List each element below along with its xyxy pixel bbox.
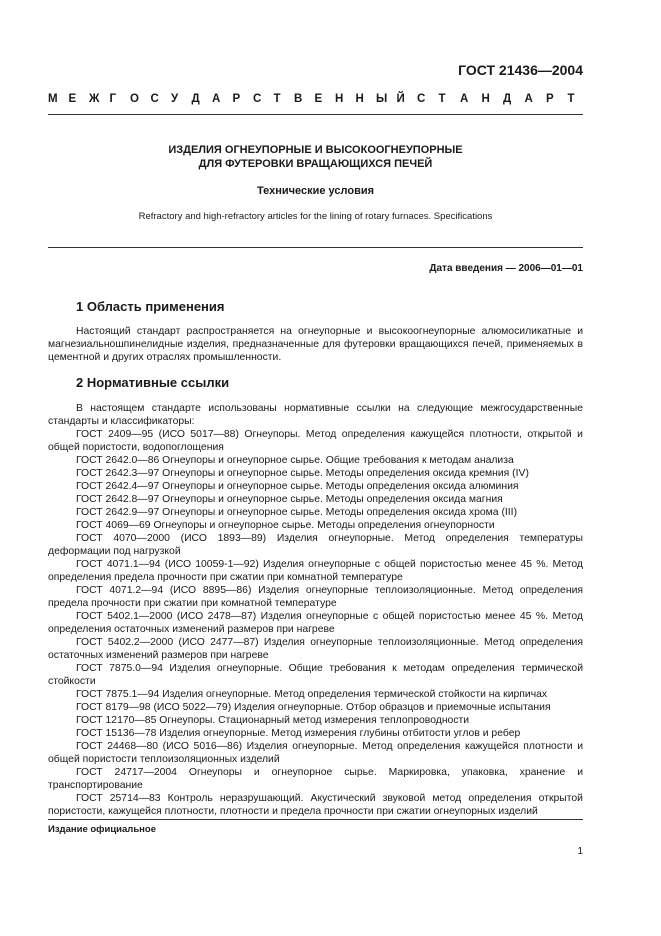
reference-item: ГОСТ 2642.4—97 Огнеупоры и огнеупорное сырье. Методы определения оксида алюминия xyxy=(76,481,519,492)
document-code: ГОСТ 21436—2004 xyxy=(458,62,583,78)
reference-item: ГОСТ 4071.1—94 (ИСО 10059-1—92) Изделия огнеупорные с общей пористостью менее 45 %. Метод определения предела прочности при сжатии при комнатной температуре xyxy=(48,559,583,583)
reference-item: ГОСТ 4071.2—94 (ИСО 8895—86) Изделия огнеупорные теплоизоляционные. Метод определения предела прочности при сжатии при комнатной температуре xyxy=(48,585,583,609)
interstate-letter: Р xyxy=(232,93,241,105)
english-title: Refractory and high-refractory articles for the lining of rotary furnaces. Specifications xyxy=(138,211,493,222)
reference-item: ГОСТ 5402.1—2000 (ИСО 2478—87) Изделия огнеупорные с общей пористостью менее 45 %. Метод определения остаточных изменений размеров при нагреве xyxy=(48,611,583,635)
banner-word-standard xyxy=(417,93,589,105)
title-divider xyxy=(48,247,583,248)
reference-item: ГОСТ 24717—2004 Огнеупоры и огнеупорное сырье. Маркировка, упаковка, хранение и транспортирование xyxy=(48,767,583,791)
interstate-letter: Й xyxy=(396,93,405,105)
standard-letter: Д xyxy=(503,93,512,105)
title-line-1: ИЗДЕЛИЯ ОГНЕУПОРНЫЕ И ВЫСОКООГНЕУПОРНЫЕ xyxy=(168,144,463,156)
standard-letter: А xyxy=(460,93,469,105)
standard-letter: Р xyxy=(546,93,554,105)
reference-item: ГОСТ 4070—2000 (ИСО 1893—89) Изделия огнеупорные. Метод определения температуры деформации под нагрузкой xyxy=(48,533,583,557)
interstate-letter: Ы xyxy=(376,93,388,105)
introduction-date: Дата введения — 2006—01—01 xyxy=(429,263,583,274)
interstate-letter: Е xyxy=(314,93,323,105)
section-2-body xyxy=(48,402,583,818)
reference-item: ГОСТ 2642.8—97 Огнеупоры и огнеупорное сырье. Методы определения оксида магния xyxy=(76,494,503,505)
interstate-letter: О xyxy=(130,93,139,105)
reference-item: ГОСТ 5402.2—2000 (ИСО 2477—87) Изделия огнеупорные теплоизоляционные. Метод определения остаточных изменений размеров при нагреве xyxy=(48,637,583,661)
reference-item: ГОСТ 25714—83 Контроль неразрушающий. Акустический звуковой метод определения открытой пористости, кажущейся плотности, плотности и предела прочности при сжатии огнеупорных изделий xyxy=(48,793,583,817)
standard-letter: А xyxy=(524,93,533,105)
page-number: 1 xyxy=(577,846,583,857)
interstate-standard-banner xyxy=(48,93,583,105)
standard-letter: С xyxy=(417,93,426,105)
reference-item: ГОСТ 24468—80 (ИСО 5016—86) Изделия огнеупорные. Метод определения кажущейся плотности и общей пористости теплоизоляционных изделий xyxy=(48,741,583,765)
reference-item: ГОСТ 2642.3—97 Огнеупоры и огнеупорное сырье. Методы определения оксида кремния (IV) xyxy=(76,468,529,479)
section-1-heading: 1 Область применения xyxy=(76,299,225,314)
interstate-letter: Т xyxy=(273,93,281,105)
section-2-intro-paragraph: В настоящем стандарте использованы нормативные ссылки на следующие межгосударственные стандарты и классификаторы: xyxy=(48,403,583,427)
reference-item: ГОСТ 2409—95 (ИСО 5017—88) Огнеупоры. Метод определения кажущейся плотности, открытой и общей пористости, водопоглощения xyxy=(48,429,583,453)
section-1-body xyxy=(48,325,583,364)
edition-label: Издание официальное xyxy=(48,824,156,835)
interstate-letter: Г xyxy=(109,93,117,105)
header-divider xyxy=(48,114,583,115)
document-subtitle: Технические условия xyxy=(256,185,375,197)
interstate-letter: Д xyxy=(191,93,200,105)
interstate-letter: С xyxy=(253,93,262,105)
title-line-2: ДЛЯ ФУТЕРОВКИ ВРАЩАЮЩИХСЯ ПЕЧЕЙ xyxy=(198,158,433,170)
standard-letter: Н xyxy=(481,93,490,105)
reference-item: ГОСТ 7875.1—94 Изделия огнеупорные. Метод определения термической стойкости на кирпичах xyxy=(76,689,548,700)
section-2-heading: 2 Нормативные ссылки xyxy=(76,375,230,390)
interstate-letter: Е xyxy=(68,93,77,105)
interstate-letter: В xyxy=(294,93,303,105)
interstate-letter: Ж xyxy=(89,93,100,105)
reference-item: ГОСТ 7875.0—94 Изделия огнеупорные. Общие требования к методам определения термической стойкости xyxy=(48,663,583,687)
interstate-letter: Н xyxy=(335,93,344,105)
standard-letter: Т xyxy=(567,93,575,105)
interstate-letter: С xyxy=(150,93,159,105)
document-title xyxy=(48,143,583,171)
interstate-letter: М xyxy=(48,93,58,105)
reference-item: ГОСТ 15136—78 Изделия огнеупорные. Метод измерения глубины отбитости углов и ребер xyxy=(76,728,521,739)
standard-letter: Т xyxy=(438,93,446,105)
section-1-paragraph: Настоящий стандарт распространяется на огнеупорные и высокоогнеупорные алюмосиликатные и магнезиальношпинелидные изделия, предназначенные для футеровки вращающихся печей, применяемых в цементной и других отраслях промышленности. xyxy=(48,326,583,363)
interstate-letter: У xyxy=(171,93,179,105)
footer-divider xyxy=(48,819,583,820)
interstate-letter: А xyxy=(212,93,221,105)
reference-item: ГОСТ 4069—69 Огнеупоры и огнеупорное сырье. Методы определения огнеупорности xyxy=(76,520,495,531)
reference-item: ГОСТ 2642.0—86 Огнеупоры и огнеупорное сырье. Общие требования к методам анализа xyxy=(76,455,514,466)
interstate-letter: Н xyxy=(355,93,364,105)
reference-item: ГОСТ 8179—98 (ИСО 5022—79) Изделия огнеупорные. Отбор образцов и приемочные испытания xyxy=(76,702,551,713)
reference-item: ГОСТ 12170—85 Огнеупоры. Стационарный метод измерения теплопроводности xyxy=(76,715,470,726)
banner-word-interstate xyxy=(48,93,417,105)
reference-item: ГОСТ 2642.9—97 Огнеупоры и огнеупорное сырье. Методы определения оксида хрома (III) xyxy=(76,507,518,518)
